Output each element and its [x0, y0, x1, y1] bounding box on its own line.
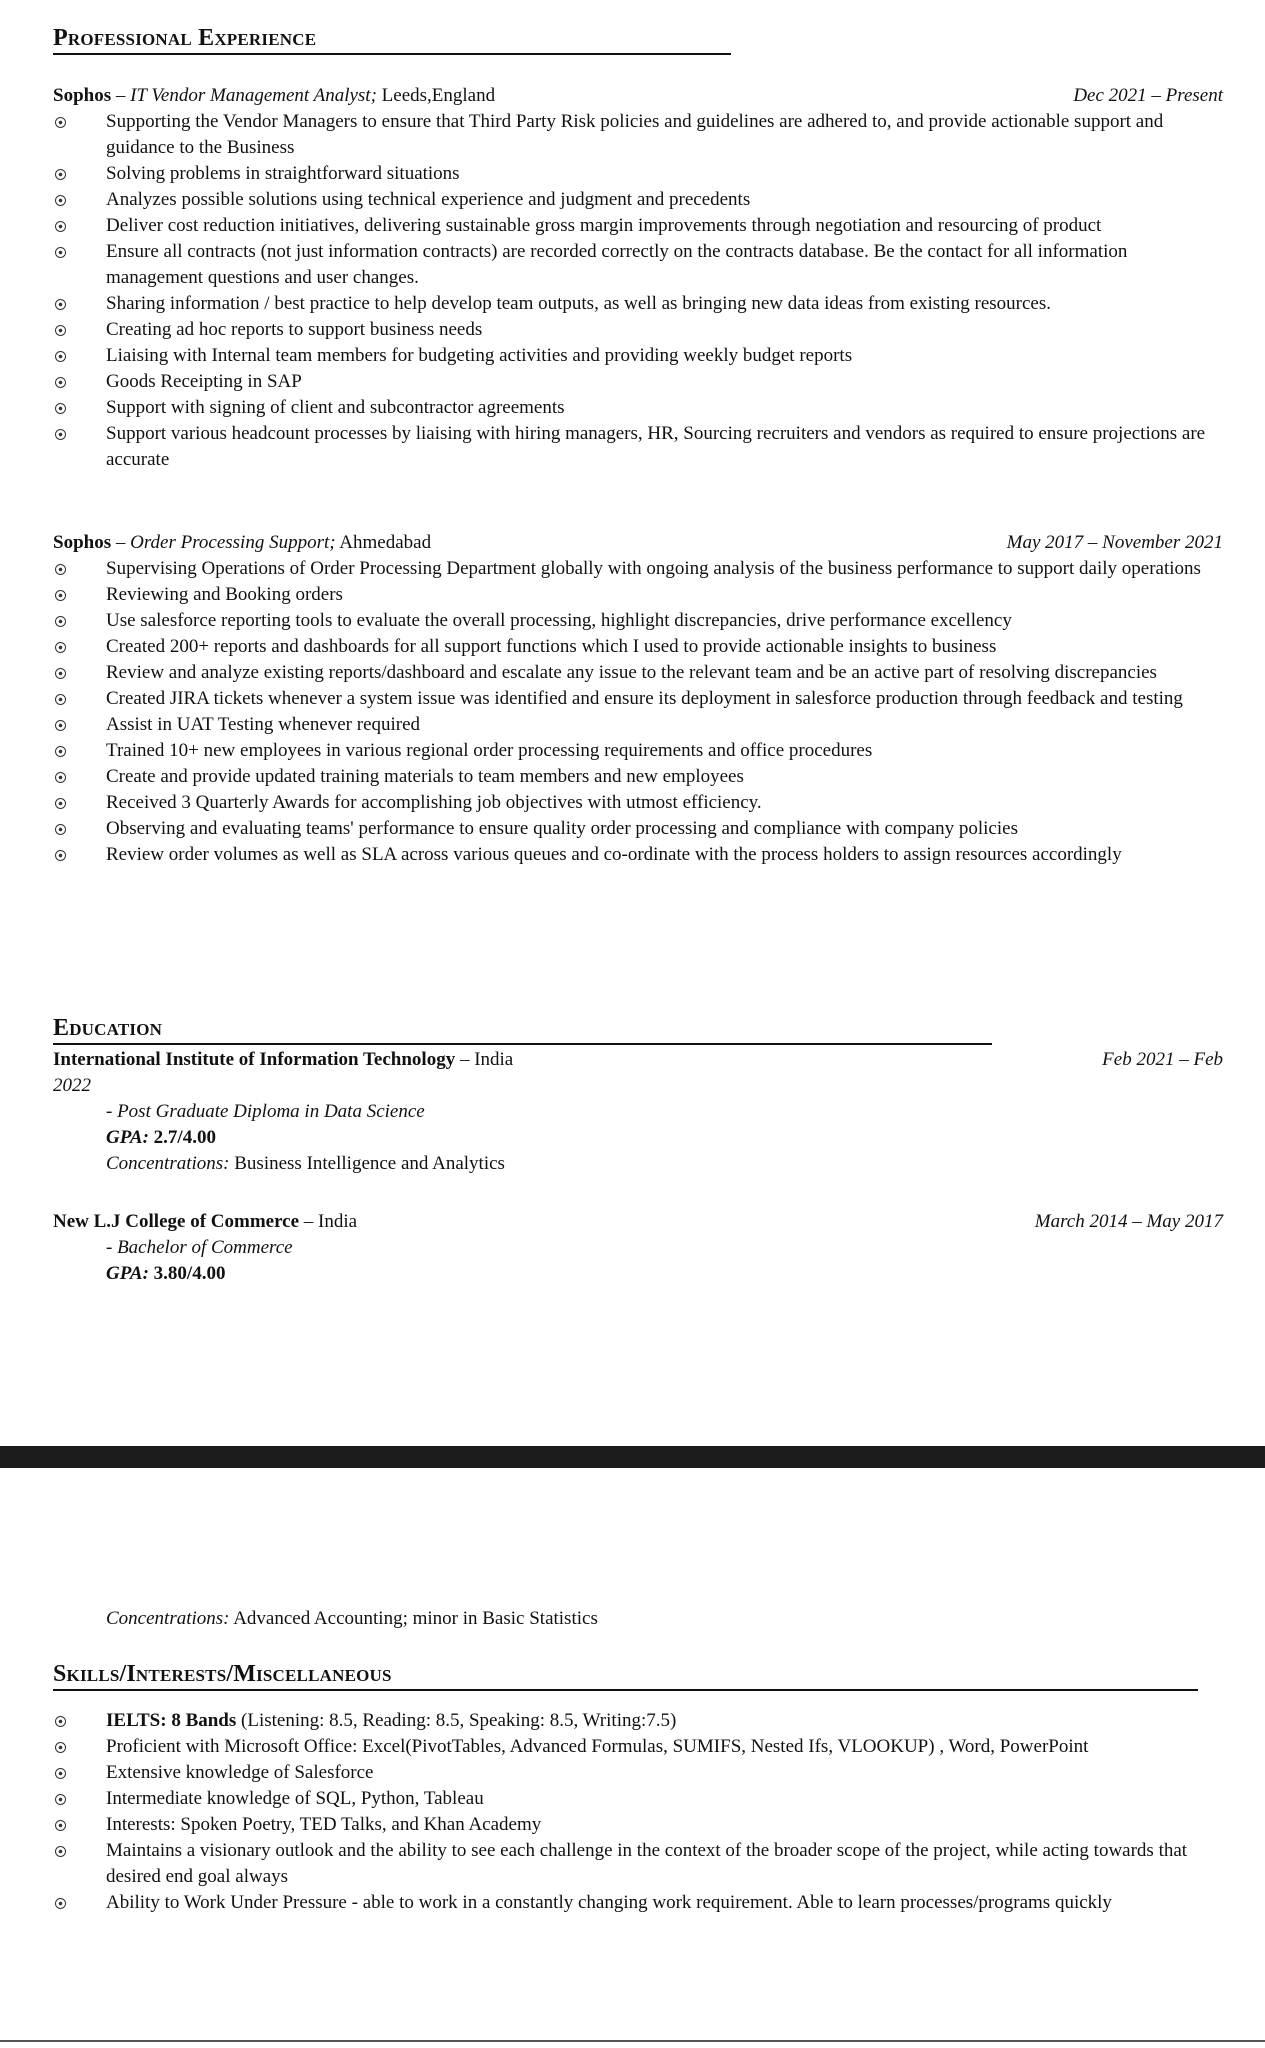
bullet-item — [53, 790, 1223, 816]
school-header — [53, 1209, 1223, 1235]
bullet-item — [53, 109, 1223, 161]
job-company: Sophos — [53, 85, 112, 106]
bullet-text: Review order volumes as well as SLA across various queues and co-ordinate with the process holders to assign resources accordingly — [106, 844, 1122, 865]
bullet-text: Support with signing of client and subcontractor agreements — [106, 397, 565, 418]
skill-item — [53, 1890, 1223, 1916]
bullet-text: Reviewing and Booking orders — [106, 584, 343, 605]
skills-bullet-list — [53, 1708, 1223, 1916]
bullet-icon — [55, 850, 66, 861]
bullet-text: Assist in UAT Testing whenever required — [106, 714, 421, 735]
bullet-icon — [55, 1768, 66, 1779]
bullet-item — [53, 842, 1223, 868]
bullet-item — [53, 317, 1223, 343]
skill-item-text: Maintains a visionary outlook and the ability to see each challenge in the context of the broader scope of the project, while acting towards that desired end goal always — [106, 1840, 1188, 1887]
job-dates: Dec 2021 – Present — [1073, 85, 1223, 106]
skill-item-text: Interests: Spoken Poetry, TED Talks, and Khan Academy — [106, 1814, 542, 1835]
school-dates: March 2014 – May 2017 — [1034, 1211, 1223, 1232]
bullet-text: Creating ad hoc reports to support business needs — [106, 319, 483, 340]
bullet-icon — [55, 1716, 66, 1727]
bullet-icon — [55, 403, 66, 414]
job-entry — [53, 83, 1223, 473]
skill-item — [53, 1838, 1223, 1890]
job-company: Sophos — [53, 532, 112, 553]
bullet-item — [53, 213, 1223, 239]
bullet-icon — [55, 1794, 66, 1805]
bullet-item — [53, 582, 1223, 608]
bullet-text: Analyzes possible solutions using technical experience and judgment and precedents — [106, 189, 751, 210]
bullet-icon — [55, 1820, 66, 1831]
bullet-item — [53, 291, 1223, 317]
bullet-item — [53, 395, 1223, 421]
bullet-text: Support various headcount processes by liaising with hiring managers, HR, Sourcing recruiters and vendors as required to ensure projections are accurate — [106, 423, 1206, 470]
school-degree: - Post Graduate Diploma in Data Science — [106, 1101, 425, 1122]
bullet-icon — [55, 668, 66, 679]
job-header — [53, 530, 1223, 556]
bullet-text: Ensure all contracts (not just information contracts) are recorded correctly on the contracts database. Be the contact for all information management questions and user changes. — [106, 241, 1128, 288]
bullet-item — [53, 161, 1223, 187]
school-dates: Feb 2021 – Feb — [1102, 1049, 1223, 1070]
school-gpa: GPA: 2.7/4.00 — [106, 1127, 216, 1148]
bullet-icon — [55, 772, 66, 783]
bullet-item — [53, 738, 1223, 764]
bullet-icon — [55, 429, 66, 440]
skill-item — [53, 1734, 1223, 1760]
skill-item-text: Ability to Work Under Pressure - able to work in a constantly changing work requirement. Able to learn processes/programs quickly — [106, 1892, 1112, 1913]
bullet-text: Goods Receipting in SAP — [106, 371, 302, 392]
skill-item — [53, 1708, 1223, 1734]
bullet-icon — [55, 325, 66, 336]
school-location: – India — [299, 1211, 358, 1232]
job-entry — [53, 530, 1223, 868]
education-entry — [53, 1047, 1223, 1177]
skill-item-text: (Listening: 8.5, Reading: 8.5, Speaking: 8.5, Writing:7.5) — [236, 1710, 677, 1731]
skill-item — [53, 1786, 1223, 1812]
bullet-icon — [55, 351, 66, 362]
bullet-icon — [55, 564, 66, 575]
school-location: – India — [455, 1049, 514, 1070]
school-degree: - Bachelor of Commerce — [106, 1237, 293, 1258]
school-name: International Institute of Information Technology — [53, 1049, 456, 1070]
bullet-item — [53, 634, 1223, 660]
school-concentrations: Concentrations: Advanced Accounting; minor in Basic Statistics — [106, 1608, 598, 1629]
bullet-text: Deliver cost reduction initiatives, delivering sustainable gross margin improvements through negotiation and resourcing of product — [106, 215, 1102, 236]
bullet-icon — [55, 746, 66, 757]
section-title-experience: Professional Experience — [53, 24, 731, 55]
bullet-icon — [55, 1846, 66, 1857]
page-break-divider — [0, 1446, 1265, 1468]
bullet-icon — [55, 642, 66, 653]
bullet-text: Observing and evaluating teams' performance to ensure quality order processing and compliance with company policies — [106, 818, 1018, 839]
bullet-text: Created JIRA tickets whenever a system issue was identified and ensure its deployment in salesforce production through feedback and testing — [106, 688, 1183, 709]
bullet-icon — [55, 377, 66, 388]
job-location: Leeds,England — [376, 85, 496, 106]
job-location: Ahmedabad — [335, 532, 432, 553]
school-header — [53, 1047, 1223, 1073]
bullet-icon — [55, 616, 66, 627]
bullet-item — [53, 660, 1223, 686]
bullet-item — [53, 556, 1223, 582]
bullet-icon — [55, 824, 66, 835]
bullet-text: Supervising Operations of Order Processing Department globally with ongoing analysis of the business performance to support daily operations — [106, 558, 1201, 579]
bullet-item — [53, 239, 1223, 291]
bullet-icon — [55, 694, 66, 705]
job-role: Order Processing Support; — [130, 532, 336, 553]
education-entry — [53, 1209, 1223, 1287]
skill-item — [53, 1760, 1223, 1786]
bullet-text: Review and analyze existing reports/dashboard and escalate any issue to the relevant team and be an active part of resolving discrepancies — [106, 662, 1157, 683]
bullet-text: Liaising with Internal team members for budgeting activities and providing weekly budget reports — [106, 345, 853, 366]
bullet-text: Solving problems in straightforward situations — [106, 163, 460, 184]
resume-page-bottom — [0, 1468, 1265, 2048]
school-concentrations: Concentrations: Business Intelligence and Analytics — [106, 1153, 505, 1174]
bullet-text: Sharing information / best practice to help develop team outputs, as well as bringing new data ideas from existing resources. — [106, 293, 1051, 314]
skill-item-text: Extensive knowledge of Salesforce — [106, 1762, 374, 1783]
bullet-item — [53, 608, 1223, 634]
bullet-text: Received 3 Quarterly Awards for accomplishing job objectives with utmost efficiency. — [106, 792, 762, 813]
job-bullet-list — [53, 109, 1223, 473]
bullet-item — [53, 187, 1223, 213]
job-separator: – — [111, 532, 131, 553]
bullet-icon — [55, 590, 66, 601]
bullet-item — [53, 369, 1223, 395]
job-separator: – — [111, 85, 131, 106]
section-title-skills: Skills/Interests/Miscellaneous — [53, 1660, 1198, 1691]
skill-item — [53, 1812, 1223, 1838]
bullet-icon — [55, 798, 66, 809]
school-dates-wrap: 2022 — [53, 1075, 91, 1096]
bullet-text: Use salesforce reporting tools to evaluate the overall processing, highlight discrepancies, drive performance excellency — [106, 610, 1012, 631]
skill-item-text: Intermediate knowledge of SQL, Python, Tableau — [106, 1788, 484, 1809]
bullet-text: Create and provide updated training materials to team members and new employees — [106, 766, 744, 787]
bullet-icon — [55, 720, 66, 731]
skill-item-text: Proficient with Microsoft Office: Excel(PivotTables, Advanced Formulas, SUMIFS, Nested Ifs, VLOOKUP) , Word, PowerPoint — [106, 1736, 1089, 1757]
bullet-text: Trained 10+ new employees in various regional order processing requirements and office procedures — [106, 740, 873, 761]
education-continuation — [53, 1606, 1223, 1632]
job-header — [53, 83, 1223, 109]
bullet-text: Created 200+ reports and dashboards for all support functions which I used to provide actionable insights to business — [106, 636, 997, 657]
bullet-icon — [55, 1742, 66, 1753]
bullet-icon — [55, 299, 66, 310]
page-bottom-rule — [0, 2040, 1265, 2042]
bullet-item — [53, 421, 1223, 473]
bullet-item — [53, 764, 1223, 790]
bullet-icon — [55, 195, 66, 206]
school-gpa: GPA: 3.80/4.00 — [106, 1263, 226, 1284]
skill-item-bold: IELTS: 8 Bands — [106, 1710, 237, 1731]
section-title-education: Education — [53, 1014, 992, 1045]
bullet-text: Supporting the Vendor Managers to ensure that Third Party Risk policies and guidelines are adhered to, and provide actionable support and guidance to the Business — [106, 111, 1164, 158]
bullet-item — [53, 343, 1223, 369]
bullet-item — [53, 712, 1223, 738]
bullet-icon — [55, 247, 66, 258]
bullet-icon — [55, 169, 66, 180]
job-bullet-list — [53, 556, 1223, 868]
skills-block — [53, 1708, 1223, 1916]
bullet-icon — [55, 1898, 66, 1909]
bullet-icon — [55, 117, 66, 128]
school-name: New L.J College of Commerce — [53, 1211, 300, 1232]
bullet-item — [53, 686, 1223, 712]
bullet-icon — [55, 221, 66, 232]
bullet-item — [53, 816, 1223, 842]
job-dates: May 2017 – November 2021 — [1006, 532, 1223, 553]
job-role: IT Vendor Management Analyst; — [130, 85, 377, 106]
